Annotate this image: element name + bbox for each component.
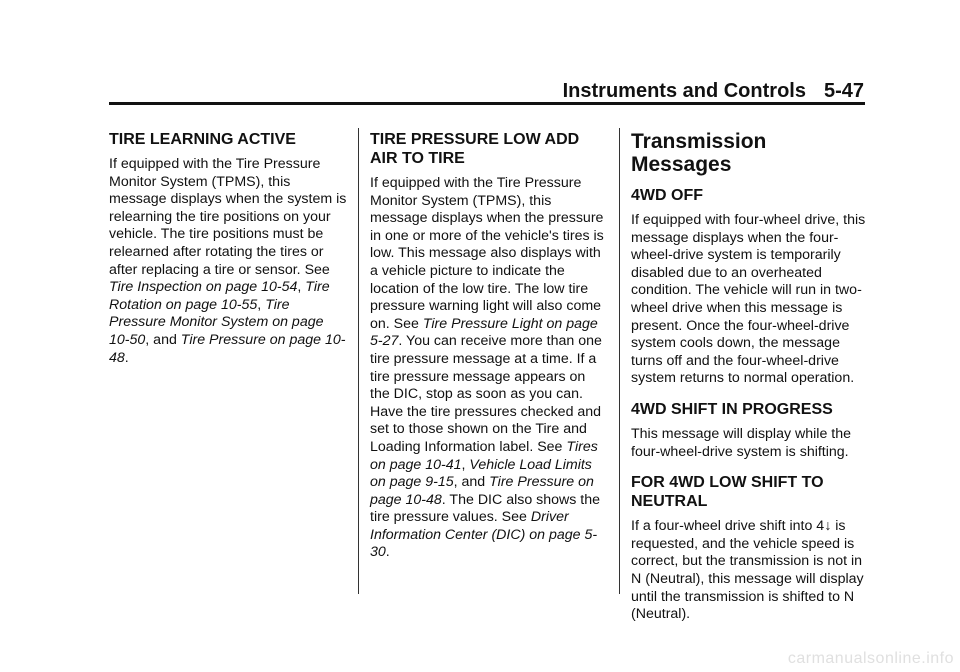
paragraph-4wd-low-neutral: If a four-wheel drive shift into 4↓ is requested, and the vehicle speed is correct, but the transmission is not in N (Neutral), this message will display until the transmission is shifted to N (Neutral).	[631, 518, 864, 623]
ref-tire-pressure-light[interactable]: Tire Pressure Light on page 5-27	[370, 315, 598, 350]
ref-vehicle-load-limits[interactable]: Vehicle Load Limits on page 9-15	[370, 456, 592, 491]
ref-tpms[interactable]: Tire Pressure Monitor System on page 10-50	[109, 296, 324, 348]
paragraph-tire-pressure-low: If equipped with the Tire Pressure Monitor System (TPMS), this message displays when the pressure in one or more of the vehicle's tires is low. This message also displays with a vehicle picture to indicate the location of the low tire. The low tire pressure warning light will also come on. See Tire Pressure Light on page 5-27. You can receive more than one tire pressure message at a time. If a tire pressure message appears on the DIC, stop as soon as you can. Have the tire pressures checked and set to those shown on the Tire and Loading Information label. See Tires on page 10-41, Vehicle Load Limits on page 9-15, and Tire Pressure on page 10-48. The DIC also shows the tire pressure values. See Driver Information Center (DIC) on page 5-30.	[370, 175, 604, 561]
paragraph-4wd-shift: This message will display while the four-wheel-drive system is shifting.	[631, 425, 851, 460]
heading-tire-pressure-low: TIRE PRESSURE LOW ADD AIR TO TIRE	[370, 131, 580, 167]
arrow-down-icon: ↓	[824, 518, 832, 535]
column-2	[370, 130, 608, 574]
heading-tire-learning-active: TIRE LEARNING ACTIVE	[109, 131, 296, 148]
column-divider-1	[358, 128, 359, 594]
ref-tire-inspection[interactable]: Tire Inspection on page 10-54	[109, 279, 298, 296]
ref-tire-pressure-2[interactable]: Tire Pressure on page 10-48	[370, 474, 594, 508]
ref-dic[interactable]: Driver Information Center (DIC) on page 5-30	[370, 509, 598, 561]
ref-tire-rotation[interactable]: Tire Rotation on page 10-55	[109, 279, 330, 313]
heading-4wd-shift: 4WD SHIFT IN PROGRESS	[631, 400, 833, 418]
header-rule	[109, 102, 865, 105]
column-1	[109, 130, 347, 379]
page-header	[563, 80, 864, 103]
heading-4wd-off: 4WD OFF	[631, 187, 703, 204]
page-number: 5-47	[823, 80, 864, 102]
section-title-transmission-messages: Transmission Messages	[631, 130, 767, 176]
column-divider-2	[619, 128, 620, 594]
watermark: carmanualsonline.info	[787, 650, 954, 667]
heading-4wd-low-neutral: FOR 4WD LOW SHIFT TO NEUTRAL	[631, 474, 824, 511]
header-title: Instruments and Controls	[562, 80, 806, 102]
ref-tire-pressure[interactable]: Tire Pressure on page 10-48	[109, 331, 346, 366]
ref-tires[interactable]: Tires on page 10-41	[370, 438, 598, 473]
column-3	[631, 130, 871, 636]
paragraph-4wd-off: If equipped with four-wheel drive, this message displays when the four-wheel-drive system is temporarily disabled due to an overheated condition. The vehicle will run in two-wheel drive when this message is present. Once the four-wheel-drive system cools down, the message turns off and the four-wheel-drive system returns to normal operation.	[631, 212, 866, 387]
paragraph-tire-learning: If equipped with the Tire Pressure Monitor System (TPMS), this message displays when the system is relearning the tire positions on your vehicle. The tire positions must be relearned after rotating the tires or after replacing a tire or sensor. See Tire Inspection on page 10-54, Tire Rotation on page 10-55, Tire Pressure Monitor System on page 10-50, and Tire Pressure on page 10-48.	[109, 156, 347, 366]
